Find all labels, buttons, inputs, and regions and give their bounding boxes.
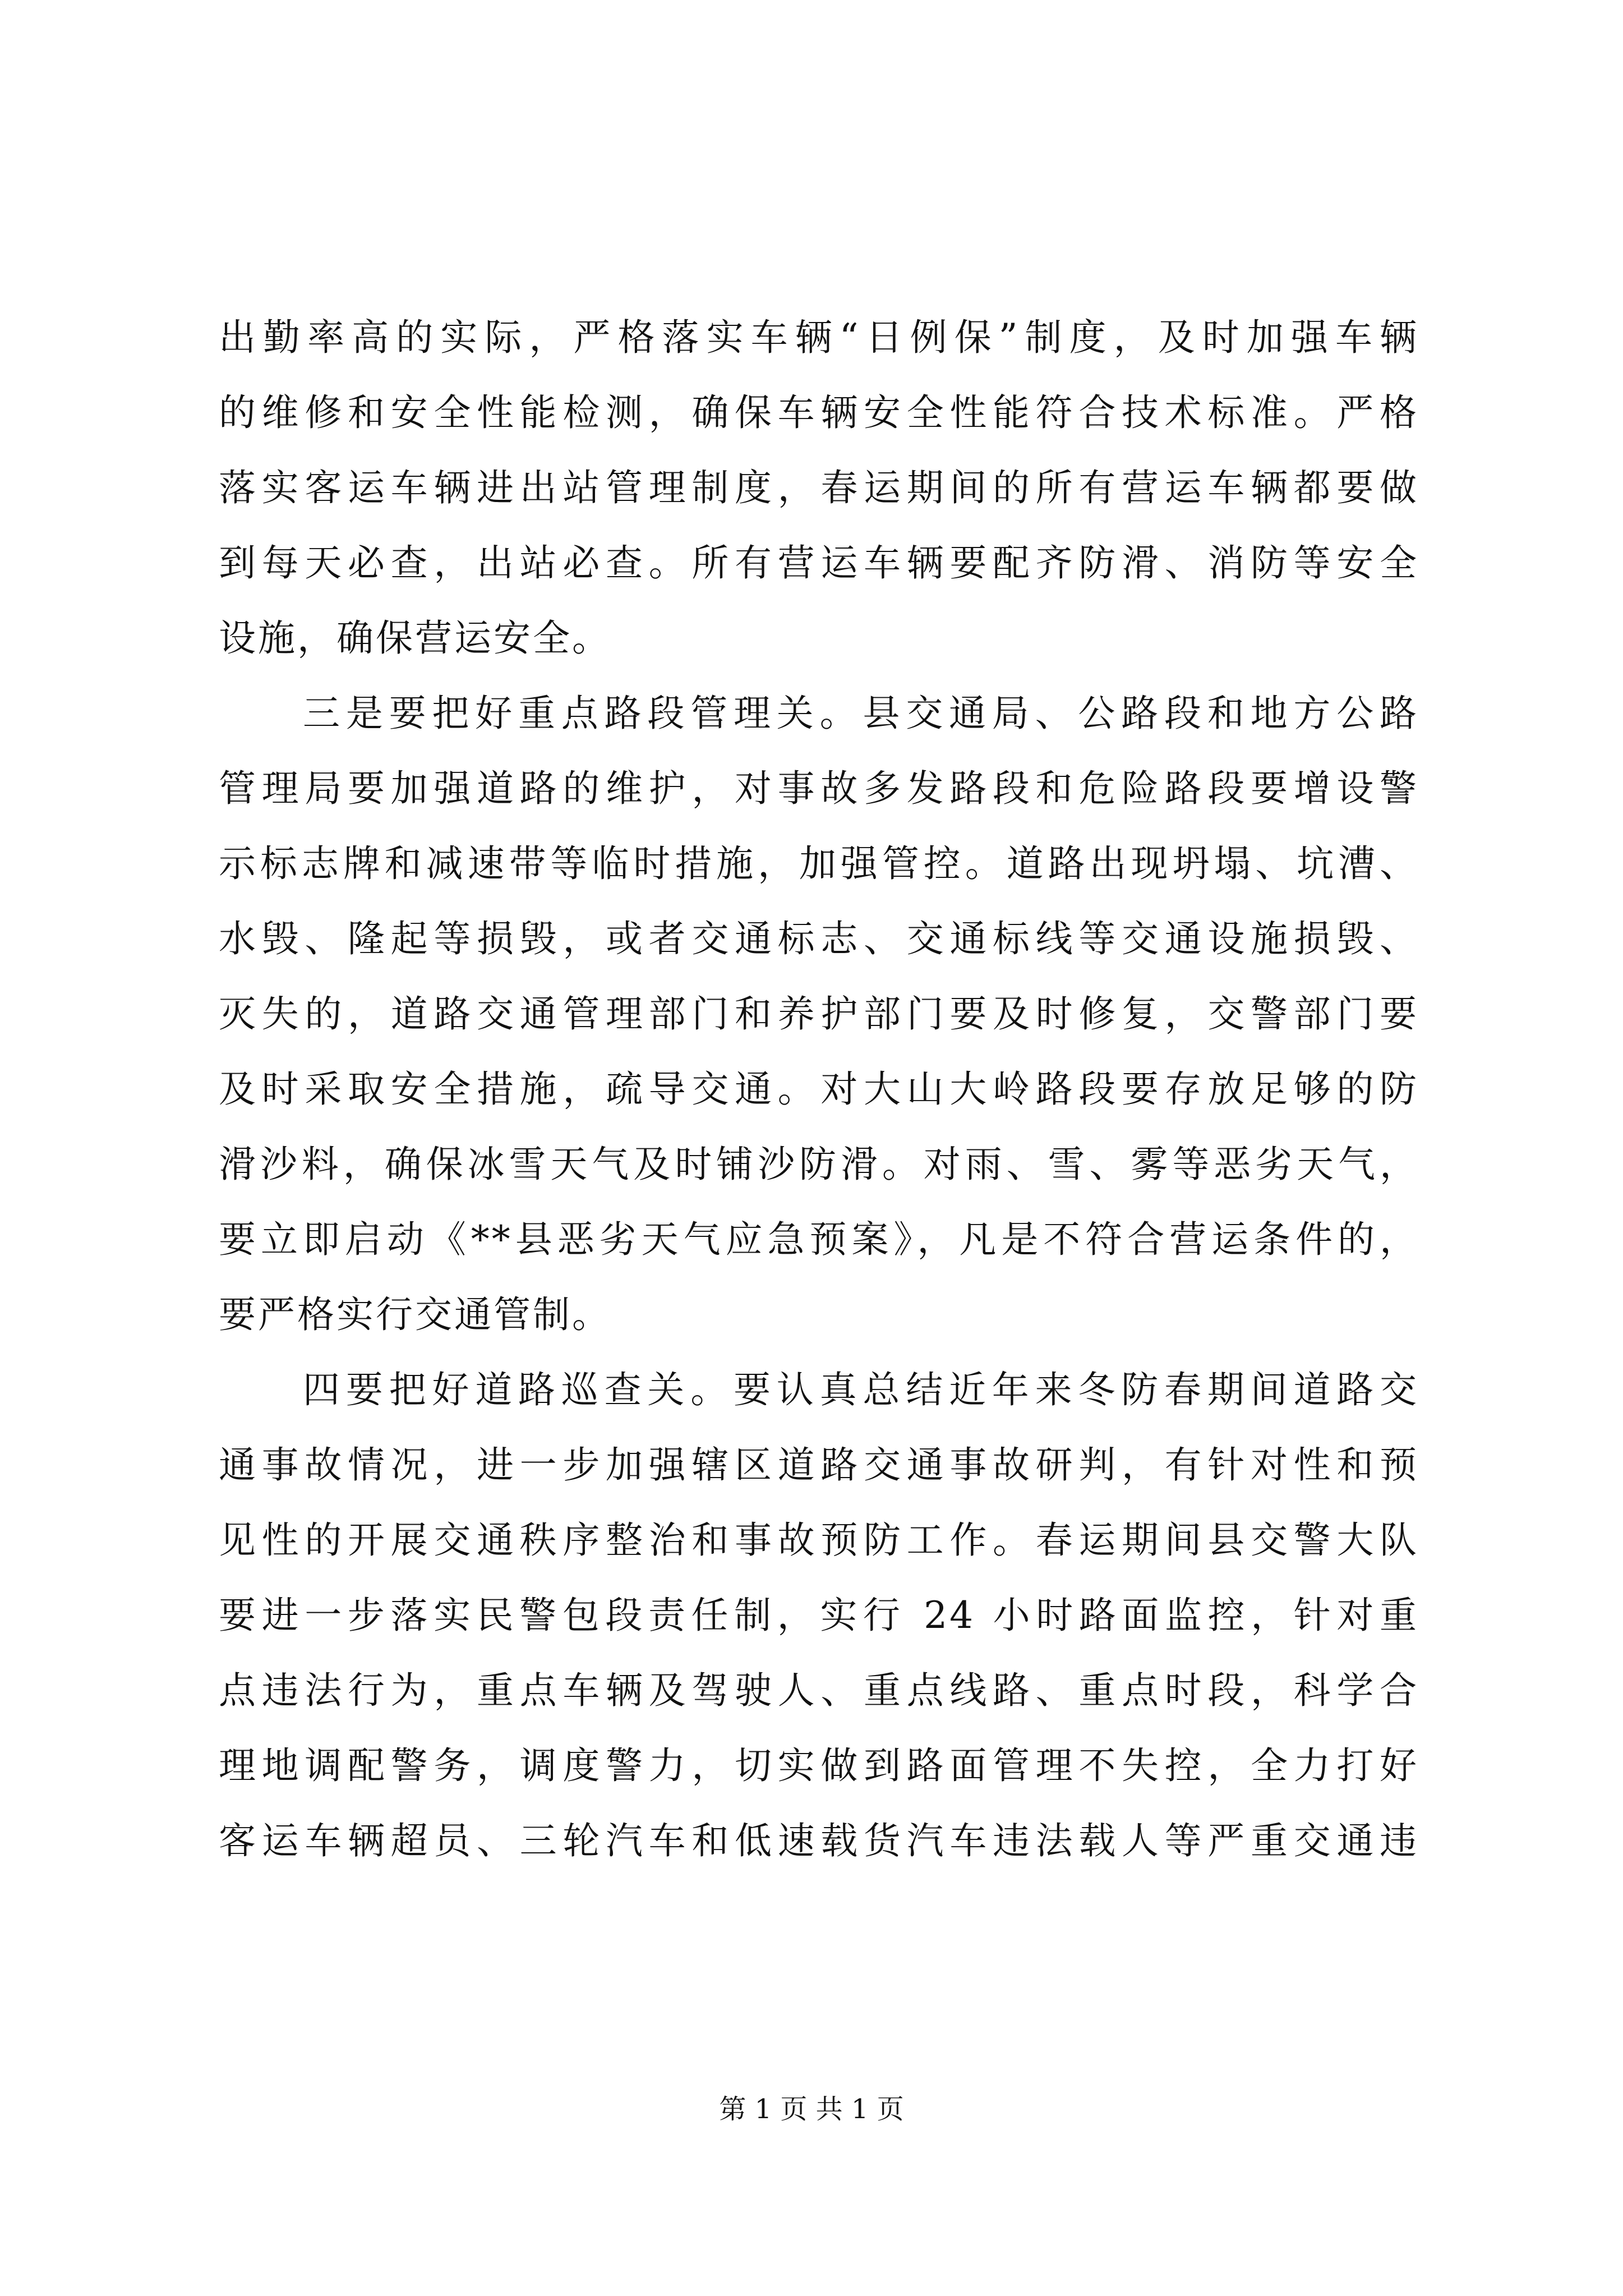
text-line: 管理局要加强道路的维护，对事故多发路段和危险路段要增设警 (219, 767, 1419, 810)
text-line: 要进一步落实民警包段责任制，实行 24 小时路面监控，针对重 (219, 1594, 1419, 1637)
text-line: 客运车辆超员、三轮汽车和低速载货汽车违法载人等严重交通违 (219, 1819, 1419, 1862)
text-line: 要严格实行交通管制。 (219, 1293, 611, 1336)
paragraph-first-line: 四要把好道路巡查关。要认真总结近年来冬防春期间道路交 (303, 1368, 1419, 1411)
text-line: 的维修和安全性能检测，确保车辆安全性能符合技术标准。严格 (219, 391, 1419, 434)
body-text (219, 300, 1419, 1879)
text-line: 水毁、隆起等损毁，或者交通标志、交通标线等交通设施损毁、 (219, 917, 1419, 960)
text-line: 见性的开展交通秩序整治和事故预防工作。春运期间县交警大队 (219, 1519, 1419, 1562)
text-line: 出勤率高的实际，严格落实车辆“日例保”制度，及时加强车辆 (219, 316, 1419, 359)
text-line: 及时采取安全措施，疏导交通。对大山大岭路段要存放足够的防 (219, 1068, 1419, 1111)
text-line: 灭失的，道路交通管理部门和养护部门要及时修复，交警部门要 (219, 992, 1419, 1036)
text-line: 落实客运车辆进出站管理制度，春运期间的所有营运车辆都要做 (219, 466, 1419, 509)
text-line: 到每天必查，出站必查。所有营运车辆要配齐防滑、消防等安全 (219, 541, 1419, 585)
text-line: 理地调配警务，调度警力，切实做到路面管理不失控，全力打好 (219, 1744, 1419, 1787)
text-line: 设施，确保营运安全。 (219, 616, 611, 660)
page-footer: 第 1 页 共 1 页 (719, 2093, 904, 2125)
text-line: 通事故情况，进一步加强辖区道路交通事故研判，有针对性和预 (219, 1443, 1419, 1487)
text-line: 要立即启动《**县恶劣天气应急预案》，凡是不符合营运条件的， (219, 1218, 1419, 1261)
text-line: 示标志牌和减速带等临时措施，加强管控。道路出现坍塌、坑漕、 (219, 842, 1419, 885)
text-line: 滑沙料，确保冰雪天气及时铺沙防滑。对雨、雪、雾等恶劣天气， (219, 1143, 1419, 1186)
text-line: 点违法行为，重点车辆及驾驶人、重点线路、重点时段，科学合 (219, 1669, 1419, 1712)
paragraph-first-line: 三是要把好重点路段管理关。县交通局、公路段和地方公路 (303, 692, 1419, 735)
